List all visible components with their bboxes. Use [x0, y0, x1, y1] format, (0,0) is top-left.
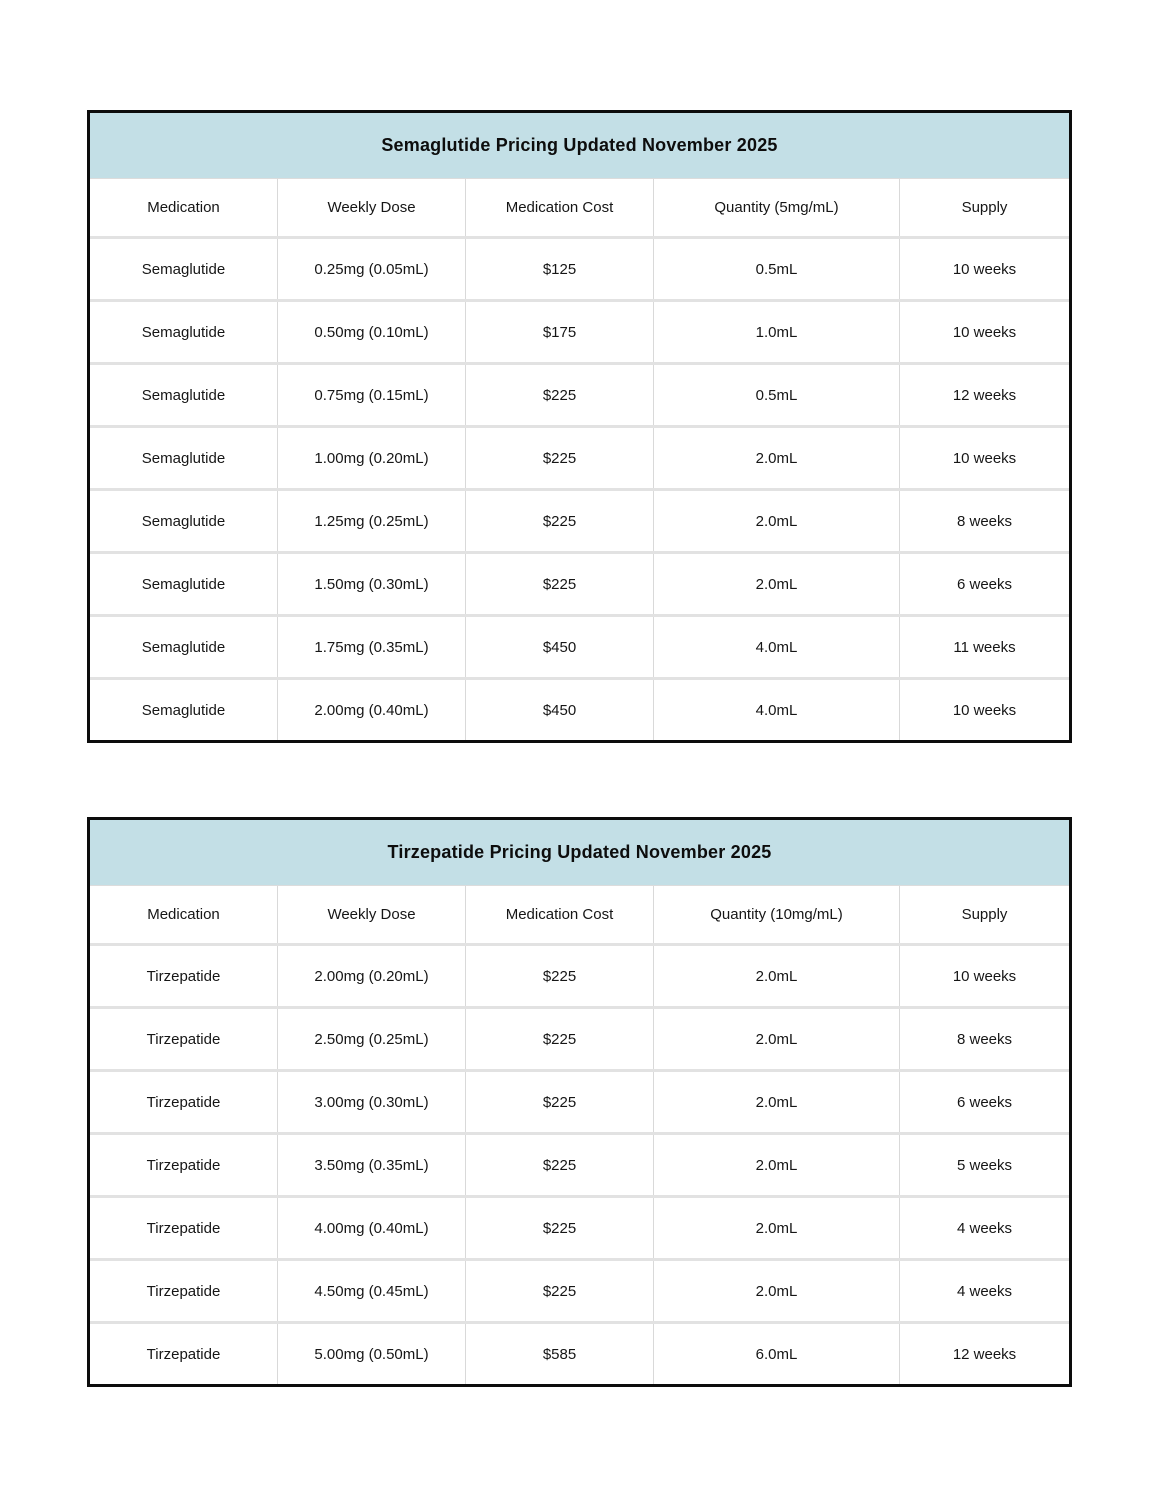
table-row: [90, 677, 1069, 740]
table-cell: Semaglutide: [90, 554, 278, 614]
table-cell: 2.0mL: [654, 1198, 900, 1258]
table-cell: Semaglutide: [90, 617, 278, 677]
column-header-cell: Medication Cost: [466, 886, 654, 943]
table-cell: 0.50mg (0.10mL): [278, 302, 466, 362]
table-cell: 4.00mg (0.40mL): [278, 1198, 466, 1258]
table-cell: 10 weeks: [900, 680, 1069, 740]
table-cell: 2.0mL: [654, 1072, 900, 1132]
table-cell: 2.0mL: [654, 554, 900, 614]
table-cell: 12 weeks: [900, 365, 1069, 425]
table-header-row: [90, 179, 1069, 236]
table-cell: 3.00mg (0.30mL): [278, 1072, 466, 1132]
table-cell: 3.50mg (0.35mL): [278, 1135, 466, 1195]
table-cell: Semaglutide: [90, 491, 278, 551]
table-cell: Semaglutide: [90, 680, 278, 740]
table-row: [90, 1195, 1069, 1258]
table-cell: 2.0mL: [654, 946, 900, 1006]
table-title: Semaglutide Pricing Updated November 2025: [90, 113, 1069, 179]
table-cell: $175: [466, 302, 654, 362]
table-cell: 10 weeks: [900, 946, 1069, 1006]
table-cell: $225: [466, 1261, 654, 1321]
table-row: [90, 362, 1069, 425]
table-row: [90, 299, 1069, 362]
table-cell: 0.25mg (0.05mL): [278, 239, 466, 299]
table-cell: 2.0mL: [654, 1009, 900, 1069]
table-row: [90, 1069, 1069, 1132]
table-row: [90, 551, 1069, 614]
table-cell: 4.0mL: [654, 617, 900, 677]
table-cell: 2.00mg (0.20mL): [278, 946, 466, 1006]
tirzepatide-pricing-table: [87, 817, 1072, 1387]
table-cell: 8 weeks: [900, 1009, 1069, 1069]
table-cell: $450: [466, 680, 654, 740]
table-cell: 5 weeks: [900, 1135, 1069, 1195]
table-cell: 2.0mL: [654, 1261, 900, 1321]
table-cell: Tirzepatide: [90, 1135, 278, 1195]
table-row: [90, 1321, 1069, 1384]
table-cell: 12 weeks: [900, 1324, 1069, 1384]
table-cell: 0.75mg (0.15mL): [278, 365, 466, 425]
table-cell: $225: [466, 1009, 654, 1069]
column-header-cell: Supply: [900, 179, 1069, 236]
table-cell: $225: [466, 946, 654, 1006]
table-cell: Tirzepatide: [90, 1261, 278, 1321]
column-header-cell: Quantity (10mg/mL): [654, 886, 900, 943]
table-cell: $450: [466, 617, 654, 677]
table-row: [90, 1006, 1069, 1069]
table-cell: Tirzepatide: [90, 1198, 278, 1258]
table-cell: 0.5mL: [654, 239, 900, 299]
table-title: Tirzepatide Pricing Updated November 2025: [90, 820, 1069, 886]
table-cell: Tirzepatide: [90, 1072, 278, 1132]
table-body: [90, 943, 1069, 1384]
table-cell: $225: [466, 1072, 654, 1132]
table-cell: 1.25mg (0.25mL): [278, 491, 466, 551]
table-cell: Tirzepatide: [90, 1009, 278, 1069]
table-cell: $225: [466, 428, 654, 488]
table-row: [90, 1258, 1069, 1321]
table-cell: 2.0mL: [654, 1135, 900, 1195]
table-cell: $125: [466, 239, 654, 299]
table-row: [90, 1132, 1069, 1195]
column-header-cell: Medication: [90, 886, 278, 943]
table-cell: 8 weeks: [900, 491, 1069, 551]
table-cell: 2.0mL: [654, 428, 900, 488]
table-cell: 6 weeks: [900, 1072, 1069, 1132]
table-cell: 0.5mL: [654, 365, 900, 425]
table-cell: 4 weeks: [900, 1261, 1069, 1321]
column-header-cell: Medication Cost: [466, 179, 654, 236]
table-cell: 1.0mL: [654, 302, 900, 362]
table-cell: Semaglutide: [90, 302, 278, 362]
table-cell: 2.0mL: [654, 491, 900, 551]
table-cell: $585: [466, 1324, 654, 1384]
table-cell: $225: [466, 491, 654, 551]
table-cell: 4 weeks: [900, 1198, 1069, 1258]
table-row: [90, 488, 1069, 551]
column-header-cell: Weekly Dose: [278, 886, 466, 943]
table-row: [90, 614, 1069, 677]
table-cell: 6.0mL: [654, 1324, 900, 1384]
table-cell: Semaglutide: [90, 365, 278, 425]
table-cell: 1.75mg (0.35mL): [278, 617, 466, 677]
table-cell: Tirzepatide: [90, 946, 278, 1006]
column-header-cell: Quantity (5mg/mL): [654, 179, 900, 236]
table-cell: 10 weeks: [900, 428, 1069, 488]
table-cell: Semaglutide: [90, 239, 278, 299]
table-cell: 1.00mg (0.20mL): [278, 428, 466, 488]
table-cell: 1.50mg (0.30mL): [278, 554, 466, 614]
table-header-row: [90, 886, 1069, 943]
table-row: [90, 236, 1069, 299]
table-cell: 10 weeks: [900, 302, 1069, 362]
column-header-cell: Medication: [90, 179, 278, 236]
table-row: [90, 425, 1069, 488]
table-cell: 11 weeks: [900, 617, 1069, 677]
table-cell: 5.00mg (0.50mL): [278, 1324, 466, 1384]
table-row: [90, 943, 1069, 1006]
table-cell: 10 weeks: [900, 239, 1069, 299]
table-cell: $225: [466, 1198, 654, 1258]
table-body: [90, 236, 1069, 740]
table-cell: 4.0mL: [654, 680, 900, 740]
table-cell: 2.50mg (0.25mL): [278, 1009, 466, 1069]
table-cell: Tirzepatide: [90, 1324, 278, 1384]
semaglutide-pricing-table: [87, 110, 1072, 743]
table-cell: Semaglutide: [90, 428, 278, 488]
table-cell: $225: [466, 1135, 654, 1195]
column-header-cell: Supply: [900, 886, 1069, 943]
table-cell: $225: [466, 554, 654, 614]
table-cell: 6 weeks: [900, 554, 1069, 614]
column-header-cell: Weekly Dose: [278, 179, 466, 236]
table-cell: 2.00mg (0.40mL): [278, 680, 466, 740]
table-cell: 4.50mg (0.45mL): [278, 1261, 466, 1321]
table-cell: $225: [466, 365, 654, 425]
